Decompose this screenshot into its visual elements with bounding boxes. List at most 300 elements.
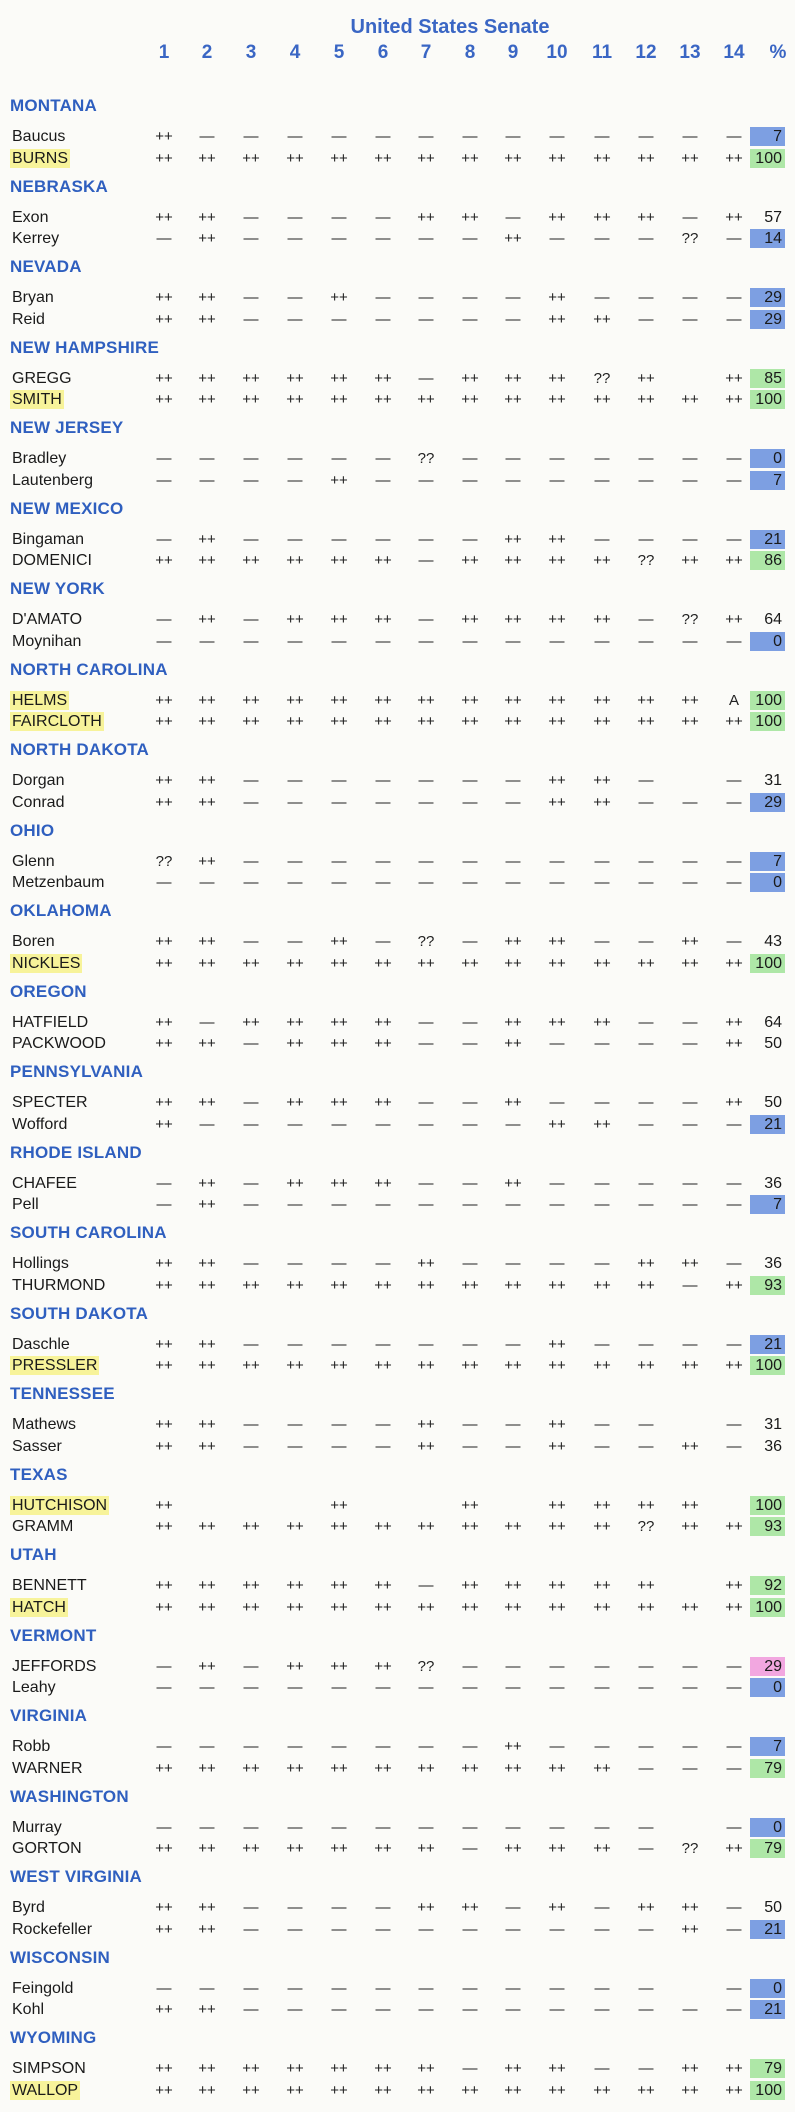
vote-cell: ++ (504, 611, 522, 628)
vote-cell: — (638, 1035, 654, 1052)
vote-cell: ++ (637, 369, 655, 387)
vote-cell: ++ (374, 1518, 392, 1535)
vote-cell: — (243, 1335, 259, 1353)
vote-cell: — (549, 632, 565, 650)
vote-cell: — (462, 450, 478, 467)
senator-name: Leahy (12, 1679, 56, 1696)
page-title: United States Senate (350, 16, 550, 38)
percent-score: 7 (750, 471, 785, 490)
senator-name: NICKLES (12, 954, 81, 972)
column-header-5: 5 (333, 42, 345, 63)
state-heading: VIRGINIA (10, 1706, 88, 1725)
senator-row (0, 148, 795, 170)
vote-cell: — (638, 852, 654, 870)
vote-cell: ++ (198, 1335, 216, 1353)
vote-cell: ++ (504, 691, 522, 709)
vote-cell: — (418, 530, 434, 548)
percent-score: 21 (750, 1920, 785, 1939)
vote-cell: ++ (637, 391, 655, 408)
vote-cell: ++ (155, 2001, 173, 2018)
vote-cell: ++ (198, 1174, 216, 1192)
vote-cell: — (682, 1196, 698, 1213)
vote-cell: — (375, 772, 391, 789)
vote-cell: — (726, 772, 742, 789)
percent-score: 7 (750, 1737, 785, 1756)
vote-cell: — (243, 289, 259, 306)
vote-cell: — (726, 852, 742, 870)
vote-cell: ++ (242, 1276, 260, 1294)
vote-cell: ++ (461, 1496, 479, 1514)
vote-cell: — (682, 1335, 698, 1353)
vote-cell: — (375, 530, 391, 548)
vote-cell: — (375, 450, 391, 467)
vote-cell: — (331, 1738, 347, 1755)
vote-cell: ++ (725, 369, 743, 387)
vote-cell: — (505, 793, 521, 811)
vote-cell: ++ (155, 1899, 173, 1916)
vote-cell: ++ (155, 1437, 173, 1455)
vote-cell: — (287, 874, 303, 891)
senator-row (0, 309, 795, 331)
percent-score: 100 (750, 712, 785, 731)
vote-cell: ++ (548, 772, 566, 789)
vote-cell: ++ (417, 391, 435, 408)
vote-cell: — (638, 230, 654, 247)
vote-cell: ++ (330, 369, 348, 387)
vote-cell: — (682, 632, 698, 650)
senator-name: Feingold (12, 1979, 74, 1997)
senator-row (0, 2058, 795, 2080)
state-heading: NEW MEXICO (10, 498, 124, 518)
vote-cell: ++ (593, 611, 611, 628)
vote-cell: — (418, 1335, 434, 1353)
vote-cell: — (199, 471, 215, 489)
vote-cell: ++ (681, 1518, 699, 1535)
vote-cell: ++ (681, 391, 699, 408)
vote-cell: — (418, 1818, 434, 1836)
senator-name: HATFIELD (12, 1013, 89, 1031)
vote-cell: ++ (548, 552, 566, 569)
vote-cell: — (549, 1818, 565, 1836)
vote-cell: ++ (637, 954, 655, 972)
vote-cell: — (243, 1738, 259, 1755)
vote-cell: ++ (286, 691, 304, 709)
vote-cell: — (331, 1416, 347, 1433)
vote-cell: — (462, 1115, 478, 1133)
vote-cell: ++ (286, 1013, 304, 1031)
vote-cell: — (505, 310, 521, 328)
vote-cell: ++ (548, 1437, 566, 1455)
vote-cell: — (331, 1818, 347, 1836)
vote-cell: ++ (637, 1598, 655, 1616)
vote-cell: ++ (330, 1518, 348, 1535)
senator-row (0, 1033, 795, 1055)
vote-cell: — (243, 632, 259, 650)
percent-score: 14 (750, 229, 785, 248)
vote-cell: — (462, 530, 478, 548)
vote-cell: — (726, 1335, 742, 1353)
vote-cell: — (462, 2060, 478, 2077)
percent-score: 50 (764, 1035, 782, 1052)
column-header-14: 14 (723, 42, 745, 63)
column-header-9: 9 (507, 42, 519, 63)
vote-cell: — (594, 632, 610, 650)
vote-cell: — (243, 793, 259, 811)
vote-cell: — (331, 208, 347, 226)
vote-cell: ++ (286, 1577, 304, 1594)
vote-cell: ++ (286, 2081, 304, 2099)
state-heading: OKLAHOMA (10, 901, 112, 920)
senator-name: Metzenbaum (12, 874, 105, 891)
vote-cell: ++ (155, 1920, 173, 1938)
vote-cell: ++ (504, 2081, 522, 2099)
vote-cell: — (549, 128, 565, 145)
vote-cell: ++ (286, 954, 304, 972)
vote-cell: ++ (461, 149, 479, 167)
vote-cell: — (638, 1094, 654, 1111)
vote-cell: ++ (548, 1759, 566, 1777)
column-header-12: 12 (635, 42, 657, 63)
vote-cell: — (549, 1920, 565, 1938)
column-header-4: 4 (289, 42, 301, 63)
vote-cell: ++ (637, 1577, 655, 1594)
state-heading: OREGON (10, 981, 87, 1001)
vote-cell: — (156, 1657, 172, 1675)
vote-cell: ++ (286, 552, 304, 569)
vote-cell: ++ (548, 1840, 566, 1857)
vote-cell: — (505, 289, 521, 306)
vote-cell: ++ (198, 1598, 216, 1616)
vote-cell: — (505, 1416, 521, 1433)
vote-cell: — (594, 1657, 610, 1675)
vote-cell: — (594, 1035, 610, 1052)
vote-cell: — (505, 1335, 521, 1353)
senator-row (0, 931, 795, 953)
vote-cell: ++ (330, 1357, 348, 1374)
vote-cell: ++ (417, 1276, 435, 1294)
senator-row (0, 1275, 795, 1297)
vote-cell: — (638, 793, 654, 811)
senator-name: GORTON (12, 1840, 82, 1857)
vote-cell: — (331, 1196, 347, 1213)
percent-score: 86 (750, 551, 785, 570)
vote-cell: ++ (198, 713, 216, 730)
senator-name: SPECTER (12, 1094, 88, 1111)
vote-cell: — (549, 471, 565, 489)
vote-cell: — (638, 611, 654, 628)
senator-row (0, 1334, 795, 1356)
vote-cell: — (243, 1174, 259, 1192)
vote-cell: ++ (417, 1840, 435, 1857)
vote-cell: ++ (593, 1518, 611, 1535)
vote-cell: ?? (417, 933, 435, 950)
vote-cell: — (682, 1759, 698, 1777)
senator-row (0, 1758, 795, 1780)
vote-cell: — (287, 1899, 303, 1916)
percent-score: 0 (750, 873, 785, 892)
vote-cell: ++ (198, 1416, 216, 1433)
senator-row (0, 1656, 795, 1678)
senator-name: Pell (12, 1196, 39, 1213)
vote-cell: ++ (504, 1840, 522, 1857)
vote-cell: ++ (417, 1899, 435, 1916)
vote-cell: — (462, 1738, 478, 1755)
vote-cell: ++ (330, 1496, 348, 1514)
vote-cell: ++ (504, 2060, 522, 2077)
vote-cell: — (375, 471, 391, 489)
state-heading: TENNESSEE (10, 1384, 115, 1403)
vote-cell: — (375, 1738, 391, 1755)
vote-cell: — (462, 1840, 478, 1857)
vote-cell: ++ (198, 793, 216, 811)
vote-cell: ++ (330, 149, 348, 167)
vote-cell: ++ (593, 1577, 611, 1594)
vote-cell: — (199, 874, 215, 891)
column-header-10: 10 (546, 42, 568, 63)
vote-cell: — (418, 1035, 434, 1052)
vote-cell: — (505, 471, 521, 489)
vote-cell: — (638, 289, 654, 306)
vote-cell: ++ (374, 1357, 392, 1374)
percent-score: 0 (750, 449, 785, 468)
vote-cell: ++ (548, 1496, 566, 1514)
vote-cell: ++ (504, 933, 522, 950)
vote-cell: ++ (198, 1759, 216, 1777)
state-heading: WEST VIRGINIA (10, 1867, 142, 1886)
vote-cell: ++ (198, 691, 216, 709)
vote-cell: — (375, 230, 391, 247)
vote-cell: — (549, 1094, 565, 1111)
vote-cell: ++ (155, 552, 173, 569)
vote-cell: — (243, 208, 259, 226)
vote-cell: ++ (417, 691, 435, 709)
vote-cell: — (243, 874, 259, 891)
senator-row (0, 872, 795, 894)
vote-cell: — (505, 1115, 521, 1133)
senator-name: Kerrey (12, 230, 60, 247)
vote-cell: ++ (330, 391, 348, 408)
vote-cell: — (726, 1818, 742, 1836)
vote-cell: ++ (504, 1759, 522, 1777)
percent-score: 100 (750, 691, 785, 710)
vote-cell: — (505, 1979, 521, 1997)
percent-score: 21 (750, 530, 785, 549)
vote-cell: — (418, 1577, 434, 1594)
senator-row (0, 1736, 795, 1758)
vote-cell: ++ (417, 954, 435, 972)
vote-cell: ++ (155, 793, 173, 811)
vote-cell: ++ (461, 552, 479, 569)
vote-cell: ++ (548, 1013, 566, 1031)
vote-cell: ++ (593, 954, 611, 972)
vote-cell: — (287, 852, 303, 870)
vote-cell: — (375, 1437, 391, 1455)
vote-cell: ++ (593, 2081, 611, 2099)
vote-cell: ++ (155, 369, 173, 387)
vote-cell: A (728, 691, 739, 709)
vote-cell: ++ (155, 1759, 173, 1777)
vote-cell: — (726, 1437, 742, 1455)
percent-score: 85 (750, 369, 785, 388)
vote-cell: ++ (155, 933, 173, 950)
state-heading: RHODE ISLAND (10, 1142, 142, 1162)
vote-cell: — (462, 1094, 478, 1111)
vote-cell: ++ (286, 1840, 304, 1857)
vote-cell: — (156, 530, 172, 548)
vote-cell: — (505, 1920, 521, 1938)
vote-cell: ++ (593, 691, 611, 709)
vote-cell: ++ (198, 1094, 216, 1111)
senator-row (0, 1495, 795, 1517)
vote-cell: — (243, 530, 259, 548)
vote-cell: ++ (417, 1357, 435, 1374)
vote-cell: ++ (504, 1357, 522, 1374)
vote-cell: ++ (330, 1174, 348, 1192)
vote-cell: ++ (548, 954, 566, 972)
vote-cell: ++ (548, 1598, 566, 1616)
vote-cell: ++ (155, 1335, 173, 1353)
vote-cell: — (331, 128, 347, 145)
vote-cell: ++ (286, 713, 304, 730)
vote-cell: ++ (330, 1657, 348, 1675)
senator-name: Glenn (12, 852, 55, 870)
vote-cell: ++ (374, 1598, 392, 1616)
vote-cell: ++ (198, 552, 216, 569)
state-heading: WISCONSIN (10, 1947, 111, 1967)
vote-cell: — (462, 289, 478, 306)
vote-cell: — (638, 1013, 654, 1031)
vote-cell: — (505, 1679, 521, 1696)
vote-cell: ++ (725, 1840, 743, 1857)
vote-cell: — (638, 1979, 654, 1997)
percent-score: 100 (750, 2081, 785, 2100)
vote-cell: — (549, 1255, 565, 1272)
percent-score: 64 (764, 611, 782, 628)
vote-cell: — (594, 852, 610, 870)
vote-cell: ++ (286, 2060, 304, 2077)
vote-cell: — (375, 1818, 391, 1836)
vote-cell: — (156, 1174, 172, 1192)
vote-cell: — (462, 2001, 478, 2018)
vote-cell: — (594, 1679, 610, 1696)
vote-cell: ++ (155, 2081, 173, 2099)
vote-cell: — (505, 1196, 521, 1213)
percent-score: 29 (750, 1657, 785, 1676)
vote-cell: — (726, 450, 742, 467)
senator-name: Daschle (12, 1335, 70, 1353)
vote-cell: — (638, 1679, 654, 1696)
senator-name: Rockefeller (12, 1920, 93, 1938)
state-heading: VERMONT (10, 1625, 97, 1645)
vote-cell: — (682, 793, 698, 811)
vote-cell: — (726, 793, 742, 811)
vote-cell: — (638, 1818, 654, 1836)
vote-cell: ++ (681, 713, 699, 730)
vote-cell: ++ (198, 1518, 216, 1535)
vote-cell: — (418, 632, 434, 650)
senator-row (0, 1978, 795, 2000)
column-header-2: 2 (201, 42, 213, 63)
vote-cell: — (726, 530, 742, 548)
vote-cell: — (638, 2060, 654, 2077)
percent-score: 0 (750, 632, 785, 651)
vote-cell: ++ (198, 1255, 216, 1272)
vote-cell: — (287, 1437, 303, 1455)
vote-cell: ++ (593, 391, 611, 408)
vote-cell: — (418, 852, 434, 870)
vote-cell: — (638, 772, 654, 789)
percent-score: 100 (750, 1598, 785, 1617)
senator-row (0, 690, 795, 712)
vote-cell: ++ (198, 1196, 216, 1213)
vote-cell: ++ (637, 2081, 655, 2099)
vote-cell: — (594, 1899, 610, 1916)
vote-cell: — (287, 1920, 303, 1938)
vote-cell: — (549, 1979, 565, 1997)
vote-cell: — (375, 1335, 391, 1353)
vote-cell: ++ (155, 149, 173, 167)
senator-row (0, 1838, 795, 1860)
vote-cell: ++ (593, 1496, 611, 1514)
senator-row (0, 1414, 795, 1436)
state-heading: MONTANA (10, 96, 98, 115)
vote-cell: ++ (198, 2001, 216, 2018)
vote-cell: ++ (155, 1518, 173, 1535)
vote-cell: ++ (198, 954, 216, 972)
vote-cell: — (726, 1759, 742, 1777)
vote-cell: — (331, 1335, 347, 1353)
senator-row (0, 1597, 795, 1619)
vote-cell: ++ (637, 149, 655, 167)
vote-cell: — (375, 874, 391, 891)
vote-cell: ++ (548, 1518, 566, 1535)
vote-cell: ++ (242, 552, 260, 569)
vote-cell: — (156, 1196, 172, 1213)
vote-cell: ++ (637, 1255, 655, 1272)
vote-cell: — (726, 471, 742, 489)
vote-cell: ++ (637, 1276, 655, 1294)
vote-cell: ++ (681, 1598, 699, 1616)
percent-score: 7 (750, 127, 785, 146)
vote-cell: — (243, 1094, 259, 1111)
vote-cell: ++ (725, 1094, 743, 1111)
vote-cell: — (243, 128, 259, 145)
vote-cell: ++ (593, 310, 611, 328)
vote-cell: ++ (593, 1759, 611, 1777)
vote-cell: — (156, 230, 172, 247)
senator-row (0, 851, 795, 873)
vote-cell: ++ (242, 2081, 260, 2099)
vote-cell: ++ (417, 1518, 435, 1535)
vote-cell: — (243, 1437, 259, 1455)
vote-cell: — (505, 1899, 521, 1916)
vote-cell: — (287, 1818, 303, 1836)
vote-cell: — (726, 128, 742, 145)
vote-cell: ++ (548, 933, 566, 950)
vote-cell: ++ (374, 1013, 392, 1031)
percent-score: 36 (764, 1255, 782, 1272)
state-heading: WYOMING (10, 2028, 97, 2047)
vote-cell: ++ (198, 369, 216, 387)
vote-cell: ++ (198, 1577, 216, 1594)
vote-cell: — (418, 128, 434, 145)
percent-score: 36 (764, 1437, 782, 1455)
vote-cell: ++ (198, 1437, 216, 1455)
percent-score: 31 (764, 1416, 782, 1433)
vote-cell: — (682, 1657, 698, 1675)
vote-cell: — (638, 1174, 654, 1192)
vote-cell: — (462, 471, 478, 489)
